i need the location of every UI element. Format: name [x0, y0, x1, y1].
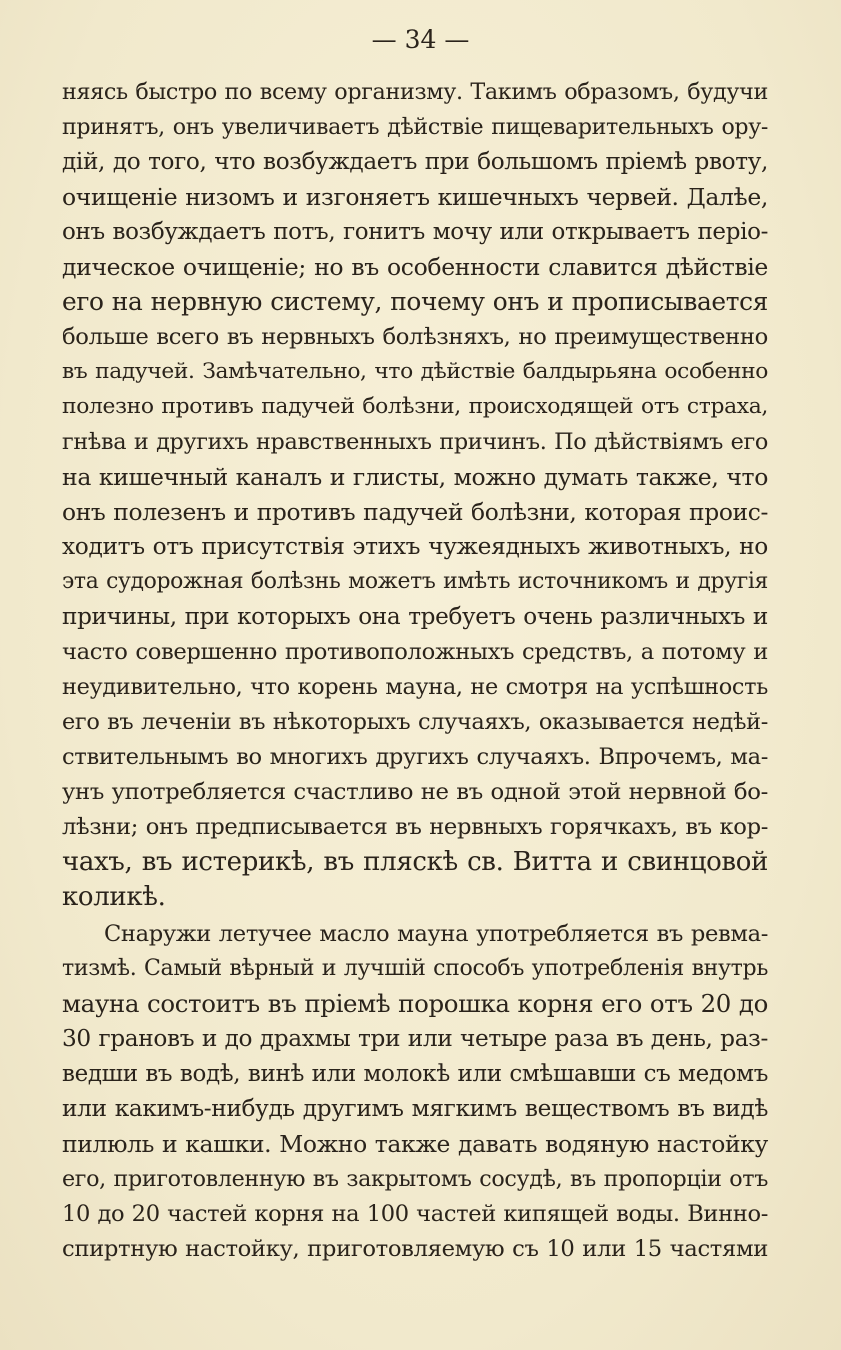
text-line: коликѣ.: [62, 882, 166, 912]
text-line: полезно противъ падучей болѣзни, происходящей отъ страха,: [62, 394, 768, 419]
text-line: очищеніе низомъ и изгоняетъ кишечныхъ червей. Далѣе,: [62, 183, 768, 211]
text-line: въ падучей. Замѣчательно, что дѣйствіе балдырьяна особенно: [62, 359, 768, 384]
text-line: пилюль и кашки. Можно также давать водяную настойку: [62, 1130, 768, 1158]
text-line: онъ возбуждаетъ потъ, гонитъ мочу или открываетъ періо-: [62, 219, 768, 245]
paragraph-first-line: Снаружи летучее масло мауна употребляется въ ревма-: [104, 921, 768, 947]
text-line: или какимъ-нибудь другимъ мягкимъ веществомъ въ видѣ: [62, 1095, 768, 1122]
page-number: — 34 —: [371, 25, 470, 54]
text-line: ходитъ отъ присутствія этихъ чужеядныхъ животныхъ, но: [62, 533, 768, 560]
text-line: тизмѣ. Самый вѣрный и лучшій способъ употребленія внутрь: [62, 956, 768, 981]
text-line: эта судорожная болѣзнь можетъ имѣть источникомъ и другія: [62, 569, 768, 594]
text-line: причины, при которыхъ она требуетъ очень различныхъ и: [62, 604, 768, 630]
text-line: 30 грановъ и до драхмы три или четыре раза въ день, раз-: [62, 1025, 768, 1052]
text-line: принятъ, онъ увеличиваетъ дѣйствіе пищеварительныхъ ору-: [62, 114, 768, 140]
text-line: на кишечный каналъ и глисты, можно думать также, что: [62, 463, 768, 491]
text-line: лѣзни; онъ предписывается въ нервныхъ горячкахъ, въ кор-: [62, 814, 768, 840]
text-line: дій, до того, что возбуждаетъ при большомъ пріемѣ рвоту,: [62, 148, 768, 175]
text-line: его на нервную систему, почему онъ и прописывается: [62, 287, 768, 316]
text-line: неудивительно, что корень мауна, не смотря на успѣшность: [62, 674, 768, 700]
text-line: дическое очищеніе; но въ особенности славится дѣйствіе: [62, 253, 768, 281]
text-line: его, приготовленную въ закрытомъ сосудѣ, въ пропорціи отъ: [62, 1166, 768, 1192]
text-line: гнѣва и другихъ нравственныхъ причинъ. По дѣйствіямъ его: [62, 429, 768, 455]
text-line: ствительнымъ во многихъ другихъ случаяхъ. Впрочемъ, ма-: [62, 744, 768, 770]
text-line: спиртную настойку, приготовляемую съ 10 или 15 частями: [62, 1236, 768, 1262]
text-line: больше всего въ нервныхъ болѣзняхъ, но преимущественно: [62, 324, 768, 350]
text-line: ведши въ водѣ, винѣ или молокѣ или смѣшавши съ медомъ: [62, 1061, 768, 1087]
text-line: часто совершенно противоположныхъ средствъ, а потому и: [62, 639, 768, 665]
text-line: 10 до 20 частей корня на 100 частей кипящей воды. Винно-: [62, 1201, 768, 1227]
text-line: чахъ, въ истерикѣ, въ пляскѣ св. Витта и свинцовой: [62, 847, 768, 877]
text-line: онъ полезенъ и противъ падучей болѣзни, которая проис-: [62, 498, 768, 526]
text-line: унъ употребляется счастливо не въ одной этой нервной бо-: [62, 779, 768, 805]
text-line: мауна состоитъ въ пріемѣ порошка корня его отъ 20 до: [62, 989, 768, 1018]
text-line: его въ леченіи въ нѣкоторыхъ случаяхъ, оказывается недѣй-: [62, 709, 768, 735]
text-line: няясь быстро по всему организму. Такимъ образомъ, будучи: [62, 79, 768, 105]
